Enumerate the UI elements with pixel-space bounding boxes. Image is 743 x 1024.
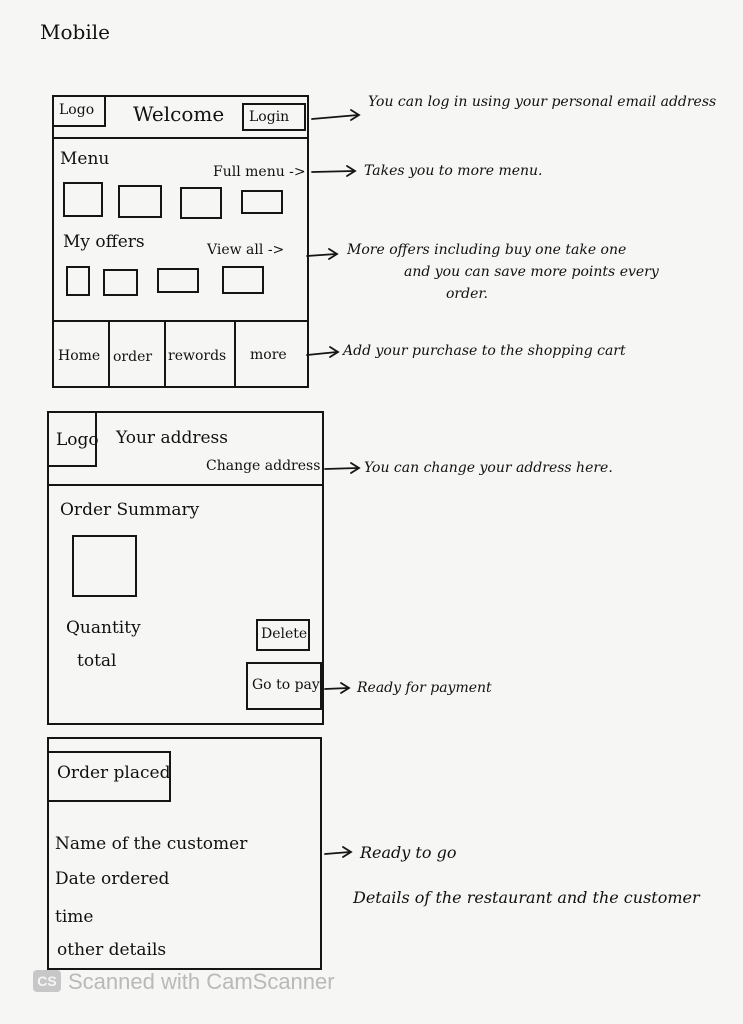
nav-rewords[interactable]: rewords (168, 348, 227, 364)
nav-order[interactable]: order (113, 349, 153, 365)
annotation-details: Details of the restaurant and the customer (353, 888, 700, 907)
delete-label: Delete (261, 626, 308, 642)
login-label: Login (249, 109, 290, 125)
page-title: Mobile (40, 20, 110, 44)
customer-name-label: Name of the customer (55, 834, 248, 854)
arrow-full-menu (312, 171, 354, 172)
annotation-nav: Add your purchase to the shopping cart (343, 343, 626, 359)
annotation-go-to-pay: Ready for payment (357, 680, 492, 696)
arrow-ready-to-go (325, 852, 350, 854)
annotation-login: You can log in using your personal email address (368, 94, 717, 110)
logo-label: Logo (56, 430, 99, 450)
date-ordered-label: Date ordered (55, 869, 170, 889)
nav-more[interactable]: more (250, 347, 287, 363)
order-placed-label: Order placed (57, 763, 171, 783)
change-address-link[interactable]: Change address (206, 458, 321, 474)
arrow-login (312, 115, 358, 119)
annotation-offers-1: More offers including buy one take one (347, 242, 627, 258)
your-address-label: Your address (116, 428, 228, 448)
annotation-offers-3: order. (446, 286, 488, 302)
arrow-offers (307, 254, 336, 256)
arrow-go-to-pay (325, 688, 348, 689)
view-all-link[interactable]: View all -> (207, 242, 285, 258)
my-offers-label: My offers (63, 232, 145, 252)
annotation-full-menu: Takes you to more menu. (364, 163, 543, 179)
annotation-offers-2: and you can save more points every (404, 264, 659, 280)
menu-label: Menu (60, 149, 110, 169)
full-menu-link[interactable]: Full menu -> (213, 164, 306, 180)
other-details-label: other details (57, 940, 167, 960)
annotation-ready-to-go: Ready to go (360, 843, 457, 862)
quantity-label: Quantity (66, 618, 141, 638)
logo-label: Logo (59, 102, 95, 118)
total-label: total (77, 651, 117, 671)
time-label: time (55, 907, 94, 927)
scanner-watermark: Scanned with CamScanner (68, 969, 335, 994)
camscanner-logo-icon: CS (33, 970, 61, 992)
order-summary-label: Order Summary (60, 500, 200, 520)
welcome-title: Welcome (133, 102, 225, 126)
annotation-change-address: You can change your address here. (364, 460, 613, 476)
go-to-pay-label: Go to pay (252, 677, 320, 693)
arrow-change-address (325, 468, 358, 469)
nav-home[interactable]: Home (58, 348, 101, 364)
